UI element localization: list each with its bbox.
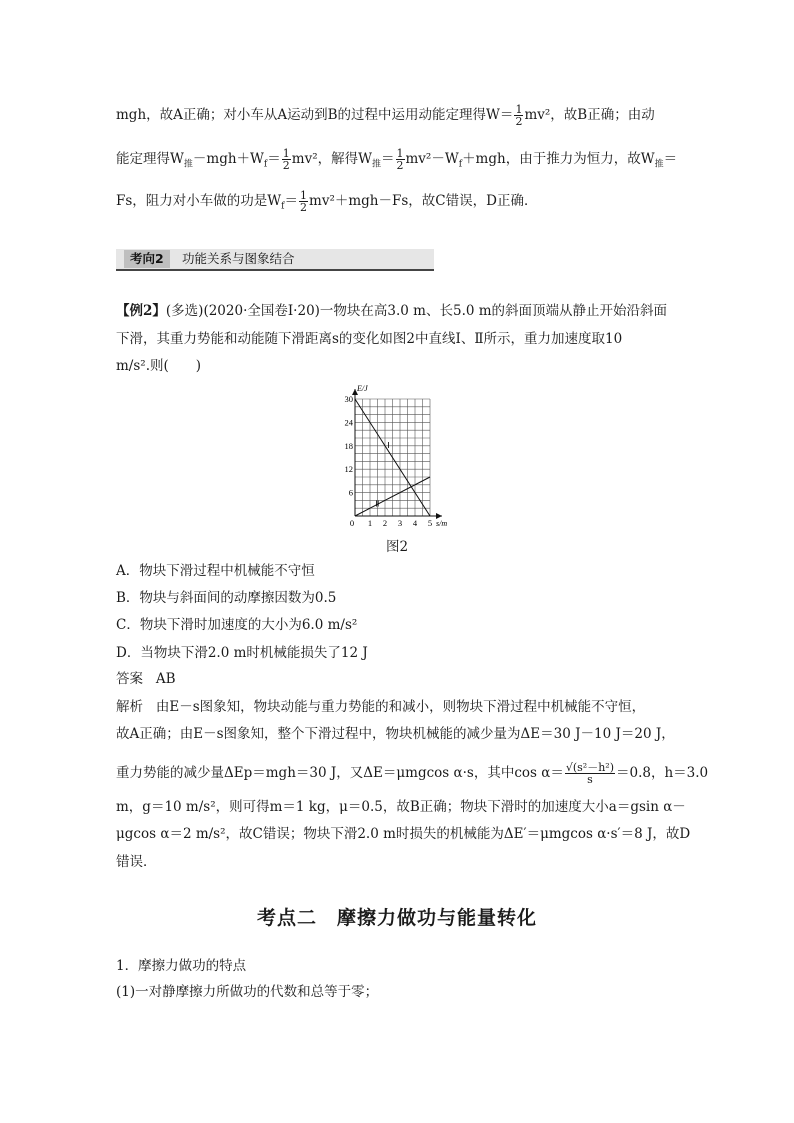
- y-tick-label: 30: [344, 394, 353, 404]
- example-prefix: 【例2】: [116, 303, 166, 319]
- fraction-half: $\frac{1}{2}$: [282, 147, 290, 172]
- y-tick-label: 12: [344, 464, 353, 475]
- analysis-line-2: 故A正确；由E－s图象知，整个下滑过程中，物块机械能的减少量为ΔE＝30 J－10 J＝20 J，: [116, 726, 675, 742]
- solution-line-1: mgh，故A正确；对小车从A运动到B的过程中运用动能定理得W＝ $\frac{1}{2}$ mv²，故B正确；由动: [116, 103, 655, 128]
- y-tick-label: 18: [344, 440, 353, 451]
- option-c: C．物块下滑时加速度的大小为6.0 m/s²: [116, 617, 358, 633]
- fraction-half: $\frac{1}{2}$: [515, 103, 523, 128]
- x-tick-label: 5: [427, 518, 433, 528]
- y-tick-label: 24: [344, 417, 353, 428]
- fraction-half: $\frac{1}{2}$: [300, 189, 308, 214]
- y-tick-label: 6: [348, 487, 353, 498]
- x-axis-label: s/m: [436, 519, 448, 528]
- series-label-2: Ⅱ: [375, 498, 380, 509]
- solution-line-3: Fs，阻力对小车做的功是$W_f=$ $\frac{1}{2}$ mv²＋mgh－Fs，故C错误，D正确．: [116, 189, 538, 214]
- answer-label: 答案: [116, 671, 143, 687]
- x-tick-label: 1: [367, 518, 373, 528]
- topic-tag-label: 考向2: [124, 250, 170, 268]
- x-tick-label: 3: [397, 518, 403, 528]
- example-line-3: m/s².则( ): [116, 358, 202, 374]
- analysis-line-1: 解析 由E－s图象知，物块动能与重力势能的和减小，则物块下滑过程中机械能不守恒，: [116, 699, 646, 715]
- analysis-line-4: m，g＝10 m/s²，则可得m＝1 kg，μ＝0.5，故B正确；物块下滑时的加速度大小a＝gsin α－: [116, 799, 686, 815]
- x-tick-label: 4: [412, 518, 418, 528]
- example-line-2: 下滑，其重力势能和动能随下滑距离s的变化如图2中直线Ⅰ、Ⅱ所示，重力加速度取10: [116, 331, 623, 347]
- example-line-1: 【例2】(多选)(2020·全国卷Ⅰ·20)一物块在高3.0 m、长5.0 m的斜面顶端从静止开始沿斜面: [116, 303, 668, 319]
- analysis-line-6: 错误．: [116, 854, 157, 870]
- analysis-line-3: 重力势能的减少量ΔEp＝mgh＝30 J，又ΔE＝μmgcos α·s，其中cos α＝ $\frac{\text{√(s²－h²)}}{s}$ ＝0.8，h＝3.0: [116, 761, 709, 786]
- y-axis-label: E/J: [357, 384, 368, 393]
- x-tick-label: 2: [382, 518, 388, 528]
- analysis-line-5: μgcos α＝2 m/s²，故C错误；物块下滑2.0 m时损失的机械能为ΔE′＝μmgcos α·s′＝8 J，故D: [116, 826, 691, 842]
- energy-distance-chart: [330, 382, 465, 530]
- series-label-1: Ⅰ: [387, 439, 390, 450]
- fraction-cos: $\frac{\text{√(s²－h²)}}{s}$: [565, 761, 615, 786]
- answer-line: [116, 669, 176, 689]
- option-a: A．物块下滑过程中机械能不守恒: [116, 563, 315, 579]
- solution-line-2: 能定理得$W_推-mgh+W_f=$ $\frac{1}{2}$ mv²，解得$W_推=$ $\frac{1}{2}$ $mv^2-W_f+mgh$，由于推力为恒力，故$W_推=$: [116, 147, 678, 172]
- topic-tag-title: 功能关系与图象结合: [182, 251, 295, 266]
- x-tick-label: 0: [349, 518, 355, 528]
- option-b: B．物块与斜面间的动摩擦因数为0.5: [116, 590, 337, 606]
- fraction-half: $\frac{1}{2}$: [396, 147, 404, 172]
- point-1: (1)一对静摩擦力所做功的代数和总等于零；: [116, 984, 379, 1000]
- answer-value: AB: [155, 671, 176, 687]
- option-d: D．当物块下滑2.0 m时机械能损失了12 J: [116, 645, 368, 661]
- figure-caption: 图2: [385, 539, 409, 555]
- analysis-label: 解析: [116, 699, 143, 715]
- topic-tag-bar: [116, 249, 434, 271]
- section-heading: 考点二 摩擦力做功与能量转化: [256, 907, 537, 929]
- subsection-title: 1．摩擦力做功的特点: [116, 958, 247, 974]
